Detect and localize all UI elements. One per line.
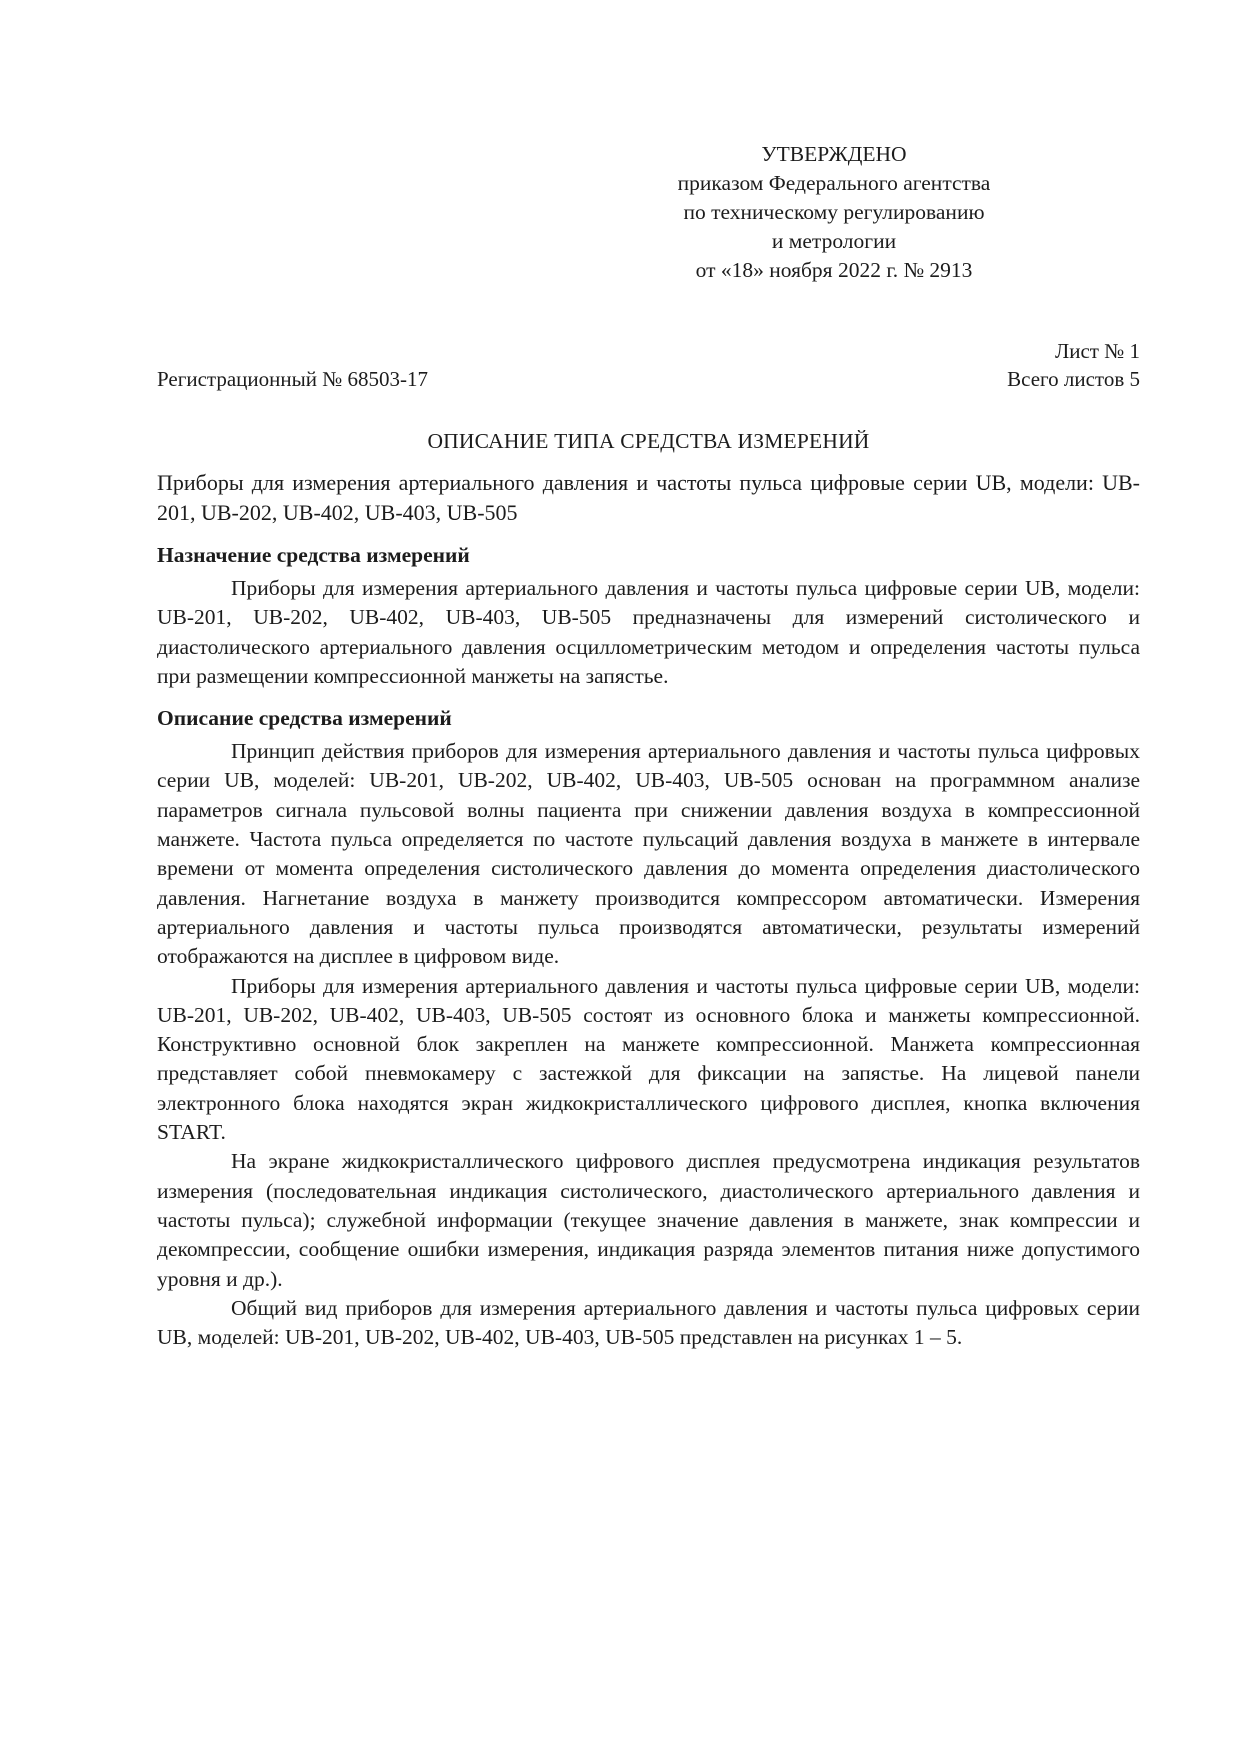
approval-line-approved: УТВЕРЖДЕНО <box>761 142 907 166</box>
approval-line-date-number: от «18» ноября 2022 г. № 2913 <box>695 258 973 282</box>
description-paragraph-figures: Общий вид приборов для измерения артериального давления и частоты пульса цифровых серии UB, моделей: UB-201, UB-202, UB-402, UB-403, UB-505 представлен на рисунках 1 – 5. <box>157 1295 1140 1350</box>
document-title: ОПИСАНИЕ ТИПА СРЕДСТВА ИЗМЕРЕНИЙ <box>427 429 870 453</box>
document-subject: Приборы для измерения артериального давления и частоты пульса цифровые серии UB, модели: UB-201, UB-202, UB-402, UB-403, UB-505 <box>157 470 1140 525</box>
total-sheets: Всего листов 5 <box>1007 367 1140 391</box>
section-heading-purpose: Назначение средства измерений <box>157 543 470 567</box>
approval-line-agency: по техническому регулированию <box>683 200 985 224</box>
description-paragraph-construction: Приборы для измерения артериального давления и частоты пульса цифровые серии UB, модели: UB-201, UB-202, UB-402, UB-403, UB-505 состоят из основного блока и манжеты компрессионной. Конструктивно основной блок закреплен на манжете компрессионной. Манжета компрессионная представляет собой пневмокамеру с застежкой для фиксации на запястье. На лицевой панели электронного блока находятся экран жидкокристаллического цифрового дисплея, кнопка включения START. <box>157 973 1140 1145</box>
registration-row <box>157 367 1140 391</box>
sheet-number: Лист № 1 <box>1054 339 1140 363</box>
approval-line-order: приказом Федерального агентства <box>677 171 991 195</box>
approval-block <box>624 140 1044 285</box>
description-paragraph-display: На экране жидкокристаллического цифрового дисплея предусмотрена индикация результатов измерения (последовательная индикация систолического, диастолического артериального давления и частоты пульса); служебной информации (текущее значение давления в манжете, знак компрессии и декомпрессии, сообщение ошибки измерения, индикация разряда элементов питания ниже допустимого уровня и др.). <box>157 1149 1140 1291</box>
approval-line-metrology: и метрологии <box>771 229 897 253</box>
purpose-paragraph: Приборы для измерения артериального давления и частоты пульса цифровые серии UB, модели: UB-201, UB-202, UB-402, UB-403, UB-505 предназначены для измерений систолического и диастолического артериального давления осциллометрическим методом и определения частоты пульса при размещении компрессионной манжеты на запястье. <box>157 576 1140 688</box>
description-paragraph-principle: Принцип действия приборов для измерения артериального давления и частоты пульса цифровых серии UB, моделей: UB-201, UB-202, UB-402, UB-403, UB-505 основан на программном анализе параметров сигнала пульсовой волны пациента при снижении давления воздуха в компрессионной манжете. Частота пульса определяется по частоте пульсаций давления воздуха в манжете в интервале времени от момента определения систолического давления до момента определения диастолического давления. Нагнетание воздуха в манжету производится компрессором автоматически. Измерения артериального давления и частоты пульса производятся автоматически, результаты измерений отображаются на дисплее в цифровом виде. <box>157 739 1140 969</box>
section-heading-description: Описание средства измерений <box>157 706 452 731</box>
registration-number: Регистрационный № 68503-17 <box>157 367 428 391</box>
